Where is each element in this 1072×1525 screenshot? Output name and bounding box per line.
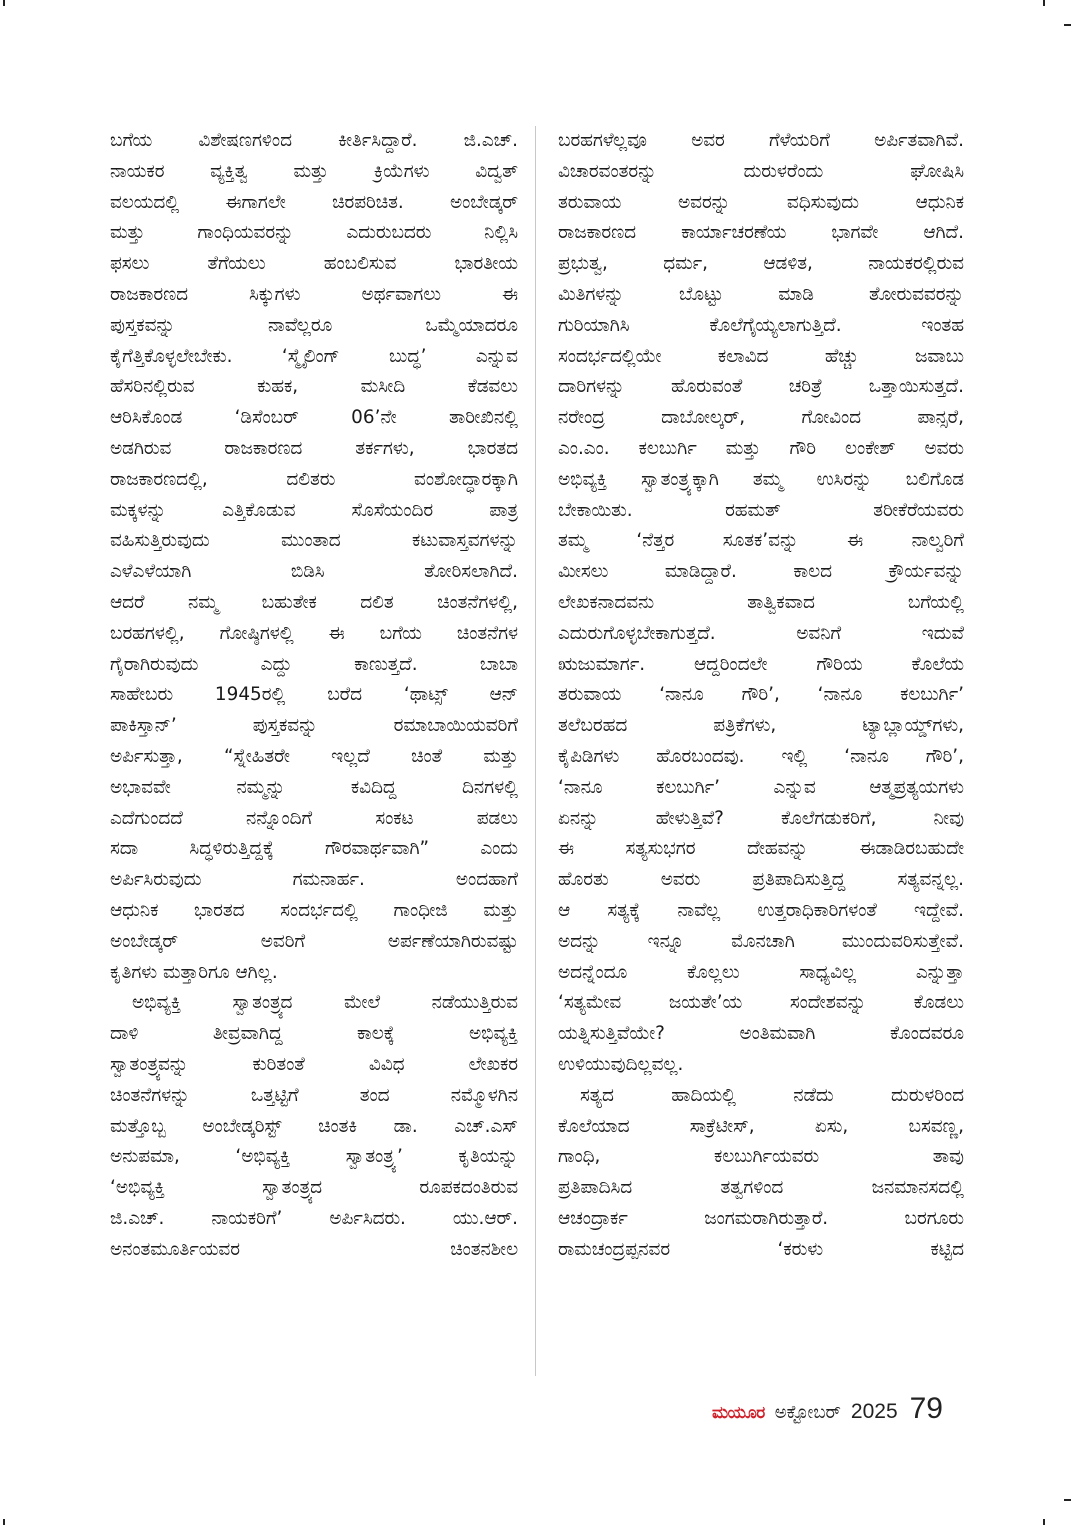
- article-line: ಮತ್ತು ಗಾಂಧಿಯವರನ್ನು ಎದುರುಬದರು ನಿಲ್ಲಿಸಿ: [110, 222, 518, 244]
- article-line: ಹೊರತು ಅವರು ಪ್ರತಿಪಾದಿಸುತ್ತಿದ್ದ ಸತ್ಯವನ್ನಲ್ಲ.: [558, 869, 964, 891]
- article-line: ಸಂದರ್ಭದಲ್ಲಿಯೇ ಕಲಾವಿದ ಹೆಚ್ಚು ಜವಾಬು: [558, 345, 964, 367]
- article-line: ಉಳಿಯುವುದಿಲ್ಲವಲ್ಲ.: [558, 1053, 684, 1075]
- article-line: ತಮ್ಮ ‘ನೆತ್ತರ ಸೂತಕ’ವನ್ನು ಈ ನಾಲ್ವರಿಗೆ: [558, 530, 964, 552]
- article-line: ಅರ್ಪಿಸಿರುವುದು ಗಮನಾರ್ಹ. ಅಂದಹಾಗೆ: [110, 869, 518, 891]
- article-line: ಜಿ.ಎಚ್. ನಾಯಕರಿಗೆ’ ಅರ್ಪಿಸಿದರು. ಯು.ಆರ್.: [110, 1207, 518, 1229]
- article-line: ನಾಯಕರ ವ್ಯಕ್ತಿತ್ವ ಮತ್ತು ಕ್ರಿಯೆಗಳು ವಿದ್ವತ್: [110, 160, 518, 182]
- page-number: 79: [909, 1392, 943, 1425]
- article-line: ಅಭಿವ್ಯಕ್ತಿ ಸ್ವಾತಂತ್ರ್ಯದ ಮೇಲೆ ನಡೆಯುತ್ತಿರುವ: [132, 992, 518, 1014]
- crop-mark-top-left: [3, 0, 5, 6]
- article-line: ಪ್ರತಿಪಾದಿಸಿದ ತತ್ವಗಳಿಂದ ಜನಮಾನಸದಲ್ಲಿ: [558, 1177, 964, 1199]
- article-line: ಗಾಂಧಿ, ಕಲಬುರ್ಗಿಯವರು ತಾವು: [558, 1146, 964, 1168]
- article-line: ಸ್ವಾತಂತ್ರ್ಯವನ್ನು ಕುರಿತಂತೆ ವಿವಿಧ ಲೇಖಕರ: [110, 1053, 518, 1075]
- article-line: ಅನುಪಮಾ, ‘ಅಭಿವ್ಯಕ್ತಿ ಸ್ವಾತಂತ್ರ್ಯ’ ಕೃತಿಯನ್ನು: [110, 1146, 518, 1168]
- article-line: ಎದುರುಗೊಳ್ಳಬೇಕಾಗುತ್ತದೆ. ಅವನಿಗೆ ಇದುವೆ: [558, 622, 964, 644]
- article-line: ಋಜುಮಾರ್ಗ. ಆದ್ದರಿಂದಲೇ ಗೌರಿಯ ಕೊಲೆಯ: [558, 653, 964, 675]
- article-line: ಅಡಗಿರುವ ರಾಜಕಾರಣದ ತರ್ಕಗಳು, ಭಾರತದ: [110, 437, 518, 459]
- article-line: ಆರಿಸಿಕೊಂಡ ‘ಡಿಸೆಂಬರ್ 06’ನೇ ತಾರೀಖಿನಲ್ಲಿ: [110, 407, 518, 429]
- article-line: ಆ ಸತ್ಯಕ್ಕೆ ನಾವೆಲ್ಲ ಉತ್ತರಾಧಿಕಾರಿಗಳಂತೆ ಇದ್ದೇವೆ.: [558, 899, 964, 921]
- article-line: ಮತ್ತೊಬ್ಬ ಅಂಬೇಡ್ಕರಿಸ್ಟ್ ಚಿಂತಕಿ ಡಾ. ಎಚ್.ಎಸ್: [110, 1115, 518, 1137]
- crop-mark-bottom-right-h: [1064, 1499, 1071, 1501]
- article-line: ಪಾಕಿಸ್ತಾನ್’ ಪುಸ್ತಕವನ್ನು ರಮಾಬಾಯಿಯವರಿಗೆ: [110, 715, 518, 737]
- article-line: ಆಚಂದ್ರಾರ್ಕ ಜಂಗಮರಾಗಿರುತ್ತಾರೆ. ಬರಗೂರು: [558, 1207, 964, 1229]
- article-line: ಕೊಲೆಯಾದ ಸಾಕ್ರೆಟೀಸ್, ಏಸು, ಬಸವಣ್ಣ,: [558, 1115, 964, 1137]
- article-line: ಎಂ.ಎಂ. ಕಲಬುರ್ಗಿ ಮತ್ತು ಗೌರಿ ಲಂಕೇಶ್ ಅವರು: [558, 437, 964, 459]
- article-line: ರಾಜಕಾರಣದಲ್ಲಿ, ದಲಿತರು ವಂಶೋದ್ಧಾರಕ್ಕಾಗಿ: [110, 468, 518, 490]
- article-line: ಆಧುನಿಕ ಭಾರತದ ಸಂದರ್ಭದಲ್ಲಿ ಗಾಂಧೀಜಿ ಮತ್ತು: [110, 899, 518, 921]
- article-line: ಕೈಪಿಡಿಗಳು ಹೊರಬಂದವು. ಇಲ್ಲಿ ‘ನಾನೂ ಗೌರಿ’,: [558, 745, 964, 767]
- article-line: ಅದನ್ನು ಇನ್ನೂ ಮೊನಚಾಗಿ ಮುಂದುವರಿಸುತ್ತೇವೆ.: [558, 930, 964, 952]
- article-line: ಅರ್ಪಿಸುತ್ತಾ, “ಸ್ನೇಹಿತರೇ ಇಲ್ಲದೆ ಚಿಂತೆ ಮತ್ತು: [110, 745, 518, 767]
- article-line: ರಾಜಕಾರಣದ ಸಿಕ್ಕುಗಳು ಅರ್ಥವಾಗಲು ಈ: [110, 283, 518, 305]
- article-line: ಕೃತಿಗಳು ಮತ್ತಾರಿಗೂ ಆಗಿಲ್ಲ.: [110, 961, 278, 983]
- article-line: ಆದರೆ ನಮ್ಮ ಬಹುತೇಕ ದಲಿತ ಚಿಂತನೆಗಳಲ್ಲಿ,: [110, 591, 518, 613]
- article-line: ವಹಿಸುತ್ತಿರುವುದು ಮುಂತಾದ ಕಟುವಾಸ್ತವಗಳನ್ನು: [110, 530, 518, 552]
- article-line: ರಾಜಕಾರಣದ ಕಾರ್ಯಾಚರಣೆಯ ಭಾಗವೇ ಆಗಿದೆ.: [558, 222, 964, 244]
- article-line: ಮಿತಿಗಳನ್ನು ಬೊಟ್ಟು ಮಾಡಿ ತೋರುವವರನ್ನು: [558, 283, 964, 305]
- article-line: ಅನಂತಮೂರ್ತಿಯವರ ಚಿಂತನಶೀಲ: [110, 1238, 518, 1260]
- article-line: ಯತ್ನಿಸುತ್ತಿವೆಯೇ? ಅಂತಿಮವಾಗಿ ಕೊಂದವರೂ: [558, 1023, 964, 1045]
- article-line: ಫಸಲು ತೆಗೆಯಲು ಹಂಬಲಿಸುವ ಭಾರತೀಯ: [110, 253, 518, 275]
- article-line: ಸಾಹೇಬರು 1945ರಲ್ಲಿ ಬರೆದ ‘ಥಾಟ್ಸ್ ಆನ್: [110, 684, 518, 706]
- article-line: ಮೀಸಲು ಮಾಡಿದ್ದಾರೆ. ಕಾಲದ ಕ್ರೌರ್ಯವನ್ನು: [558, 561, 964, 583]
- article-line: ಎಳೆಎಳೆಯಾಗಿ ಬಿಡಿಸಿ ತೋರಿಸಲಾಗಿದೆ.: [110, 561, 518, 583]
- crop-mark-bottom-left: [3, 1519, 5, 1525]
- article-line: ಅಭಿವ್ಯಕ್ತಿ ಸ್ವಾತಂತ್ರ್ಯಕ್ಕಾಗಿ ತಮ್ಮ ಉಸಿರನ್ನು ಬಲಿಗೊಡ: [558, 468, 964, 490]
- article-line: ವಲಯದಲ್ಲಿ ಈಗಾಗಲೇ ಚಿರಪರಿಚಿತ. ಅಂಬೇಡ್ಕರ್: [110, 191, 518, 213]
- page-footer: [712, 1392, 943, 1432]
- article-line: ತಲೆಬರಹದ ಪತ್ರಿಕೆಗಳು, ಟ್ಯಾಬ್ಲಾಯ್ಡ್‌ಗಳು,: [558, 715, 964, 737]
- crop-mark-bottom-right: [1043, 1519, 1045, 1525]
- article-line: ಕೈಗೆತ್ತಿಕೊಳ್ಳಲೇಬೇಕು. ‘ಸ್ಮೈಲಿಂಗ್ ಬುದ್ಧ’ ಎನ್ನುವ: [110, 345, 518, 367]
- article-line: ಪ್ರಭುತ್ವ, ಧರ್ಮ, ಆಡಳಿತ, ನಾಯಕರಲ್ಲಿರುವ: [558, 253, 964, 275]
- issue-year: 2025: [850, 1400, 898, 1423]
- column-divider: [535, 126, 536, 1376]
- article-line: ಪುಸ್ತಕವನ್ನು ನಾವೆಲ್ಲರೂ ಒಮ್ಮೆಯಾದರೂ: [110, 314, 518, 336]
- article-line: ಬರಹಗಳೆಲ್ಲವೂ ಅವರ ಗೆಳೆಯರಿಗೆ ಅರ್ಪಿತವಾಗಿವೆ.: [558, 130, 964, 151]
- article-line: ಸದಾ ಸಿದ್ಧಳಿರುತ್ತಿದ್ದಕ್ಕೆ ಗೌರವಾರ್ಥವಾಗಿ” ಎಂದು: [110, 838, 518, 860]
- magazine-logo: ಮಯೂರ: [712, 1403, 765, 1423]
- article-line: ಎದೆಗುಂದದೆ ನನ್ನೊಂದಿಗೆ ಸಂಕಟ ಪಡಲು: [110, 807, 518, 829]
- article-line: ತರುವಾಯ ‘ನಾನೂ ಗೌರಿ’, ‘ನಾನೂ ಕಲಬುರ್ಗಿ’: [558, 684, 964, 706]
- article-line: ಗುರಿಯಾಗಿಸಿ ಕೊಲೆಗೈಯ್ಯಲಾಗುತ್ತಿದೆ. ಇಂತಹ: [558, 314, 964, 336]
- article-line: ‘ನಾನೂ ಕಲಬುರ್ಗಿ’ ಎನ್ನುವ ಆತ್ಮಪ್ರತ್ಯಯಗಳು: [558, 776, 964, 798]
- article-line: ಗೈರಾಗಿರುವುದು ಎದ್ದು ಕಾಣುತ್ತದೆ. ಬಾಬಾ: [110, 653, 518, 675]
- crop-mark-top-right-h: [1064, 24, 1071, 26]
- article-line: ಲೇಖಕನಾದವನು ತಾತ್ವಿಕವಾದ ಬಗೆಯಲ್ಲಿ: [558, 591, 964, 613]
- article-line: ದಾರಿಗಳನ್ನು ಹೊರುವಂತೆ ಚರಿತ್ರೆ ಒತ್ತಾಯಿಸುತ್ತದೆ.: [558, 376, 964, 398]
- issue-month: ಅಕ್ಟೋಬರ್: [774, 1402, 841, 1423]
- article-line: ವಿಚಾರವಂತರನ್ನು ದುರುಳರೆಂದು ಘೋಷಿಸಿ: [558, 160, 964, 182]
- article-line: ಹೆಸರಿನಲ್ಲಿರುವ ಕುಹಕ, ಮಸೀದಿ ಕೆಡವಲು: [110, 376, 518, 398]
- article-column-right: [558, 126, 964, 1265]
- article-line: ‘ಸತ್ಯಮೇವ ಜಯತೇ’ಯ ಸಂದೇಶವನ್ನು ಕೊಡಲು: [558, 992, 964, 1014]
- crop-mark-top-right: [1043, 0, 1045, 6]
- article-line: ‘ಅಭಿವ್ಯಕ್ತಿ ಸ್ವಾತಂತ್ರ್ಯದ ರೂಪಕದಂತಿರುವ: [110, 1177, 518, 1199]
- article-line: ರಾಮಚಂದ್ರಪ್ಪನವರ ‘ಕರುಳು ಕಟ್ಟಿದ: [558, 1238, 964, 1260]
- article-column-left: [110, 126, 518, 1265]
- article-line: ದಾಳಿ ತೀವ್ರವಾಗಿದ್ದ ಕಾಲಕ್ಕೆ ಅಭಿವ್ಯಕ್ತಿ: [110, 1023, 518, 1045]
- article-line: ಅಭಾವವೇ ನಮ್ಮನ್ನು ಕವಿದಿದ್ದ ದಿನಗಳಲ್ಲಿ: [110, 776, 518, 798]
- article-line: ನರೇಂದ್ರ ದಾಬೋಲ್ಕರ್, ಗೋವಿಂದ ಪಾನ್ಸರೆ,: [558, 407, 964, 429]
- article-line: ಮಕ್ಕಳನ್ನು ಎತ್ತಿಕೊಡುವ ಸೊಸೆಯಂದಿರ ಪಾತ್ರ: [110, 499, 518, 521]
- article-line: ಅಂಬೇಡ್ಕರ್ ಅವರಿಗೆ ಅರ್ಪಣೆಯಾಗಿರುವಷ್ಟು: [110, 930, 518, 952]
- article-line: ತರುವಾಯ ಅವರನ್ನು ವಧಿಸುವುದು ಆಧುನಿಕ: [558, 191, 964, 213]
- article-line: ಬರಹಗಳಲ್ಲಿ, ಗೋಷ್ಠಿಗಳಲ್ಲಿ ಈ ಬಗೆಯ ಚಿಂತನೆಗಳ: [110, 622, 518, 644]
- article-line: ಈ ಸತ್ಯಸುಭಗರ ದೇಹವನ್ನು ಈಡಾಡಿರಬಹುದೇ: [558, 838, 964, 860]
- article-line: ಬಗೆಯ ವಿಶೇಷಣಗಳಿಂದ ಕೀರ್ತಿಸಿದ್ದಾರೆ. ಜಿ.ಎಚ್.: [110, 130, 518, 151]
- article-line: ಅದನ್ನೆಂದೂ ಕೊಲ್ಲಲು ಸಾಧ್ಯವಿಲ್ಲ ಎನ್ನುತ್ತಾ: [558, 961, 964, 983]
- article-line: ಏನನ್ನು ಹೇಳುತ್ತಿವೆ? ಕೊಲೆಗಡುಕರಿಗೆ, ನೀವು: [558, 807, 964, 829]
- article-line: ಸತ್ಯದ ಹಾದಿಯಲ್ಲಿ ನಡೆದು ದುರುಳರಿಂದ: [580, 1084, 964, 1106]
- article-line: ಚಿಂತನೆಗಳನ್ನು ಒತ್ತಟ್ಟಿಗೆ ತಂದ ನಮ್ಮೊಳಗಿನ: [110, 1084, 518, 1106]
- article-line: ಬೇಕಾಯಿತು. ರಹಮತ್ ತರೀಕೆರೆಯವರು: [558, 499, 964, 521]
